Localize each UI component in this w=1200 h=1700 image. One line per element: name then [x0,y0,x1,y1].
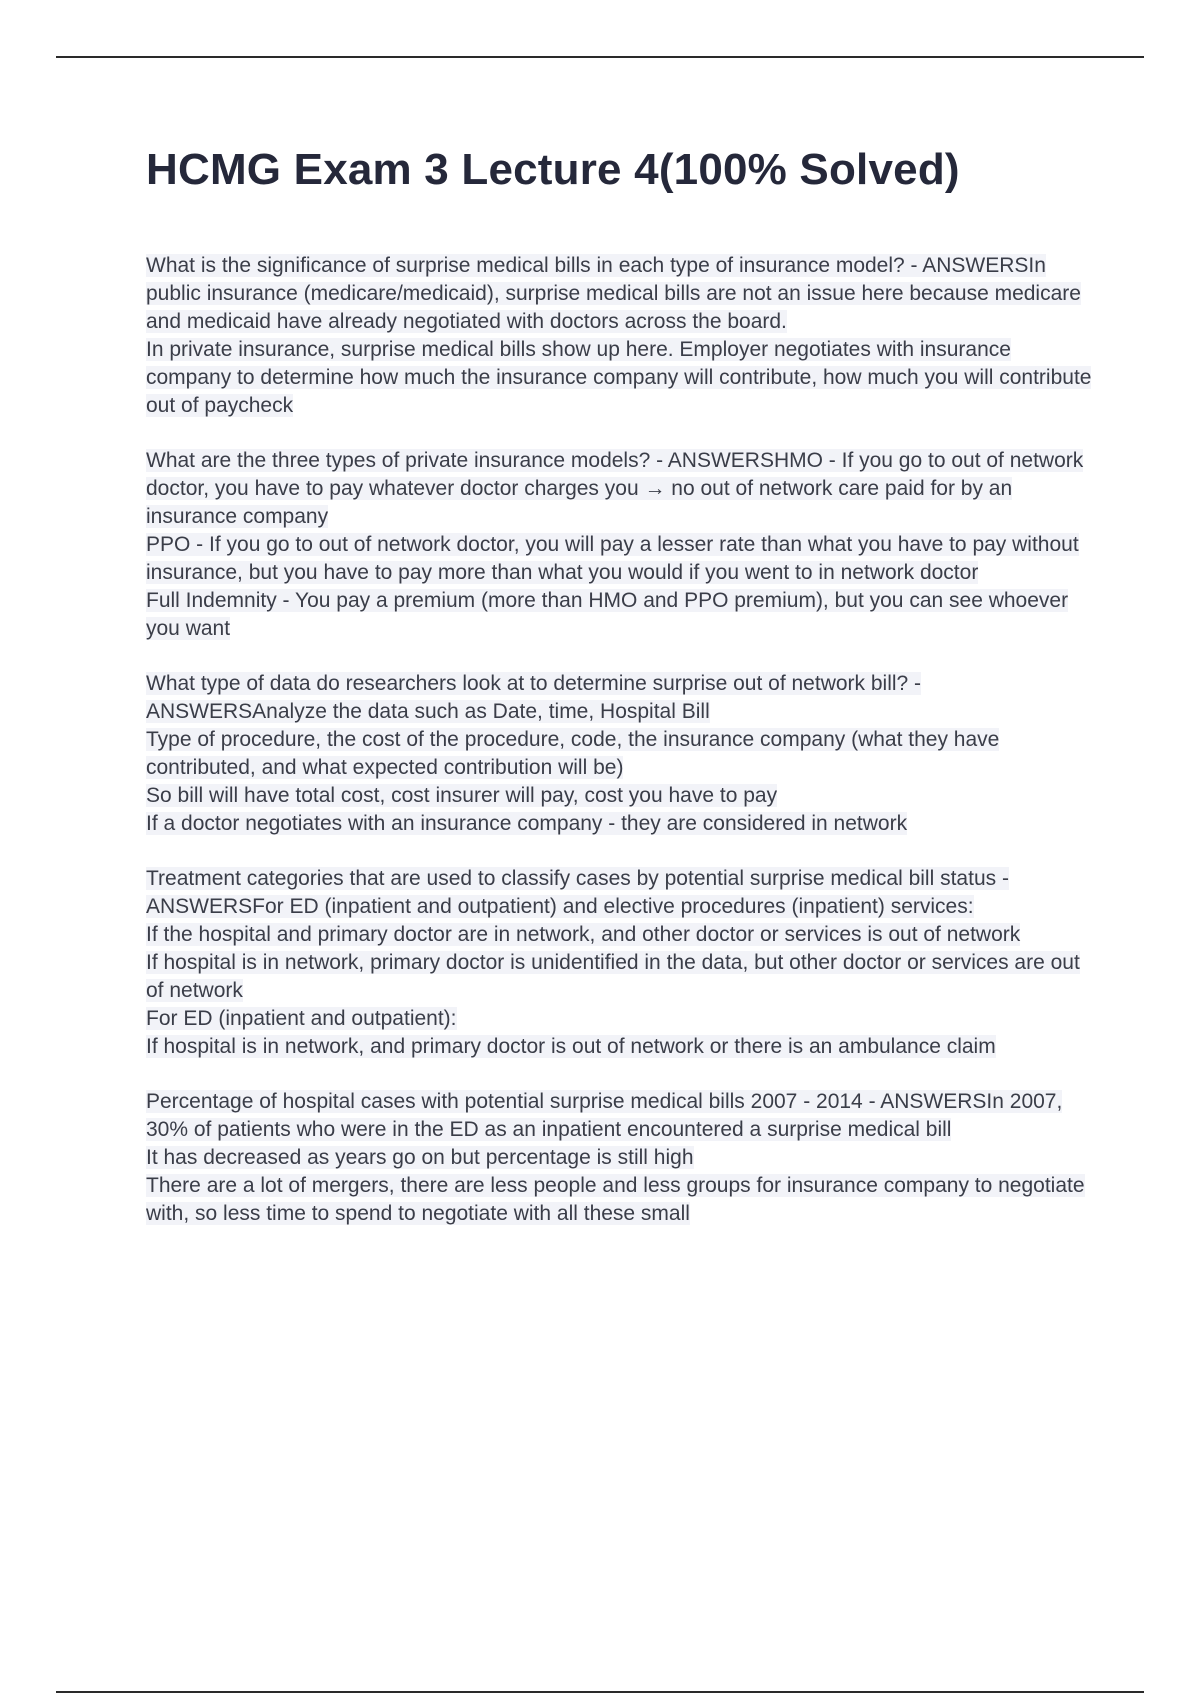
qa-line: If the hospital and primary doctor are in network, and other doctor or services is out of network [146,923,1021,946]
qa-line: Percentage of hospital cases with potential surprise medical bills 2007 - 2014 - ANSWERSIn 2007, 30% of patients who were in the ED as an inpatient encountered a surprise medical bill [146,1090,1063,1141]
qa-line: Treatment categories that are used to classify cases by potential surprise medical bill status - ANSWERSFor ED (inpatient and outpatient) and elective procedures (inpatient) services: [146,867,1009,918]
qa-line: What type of data do researchers look at to determine surprise out of network bill? - ANSWERSAnalyze the data such as Date, time, Hospital Bill [146,672,922,723]
qa-line: If hospital is in network, and primary doctor is out of network or there is an ambulance claim [146,1035,996,1058]
qa-line: What are the three types of private insurance models? - ANSWERSHMO - If you go to out of network doctor, you have to pay whatever doctor charges you → no out of network care paid for by an insurance company [146,449,1084,528]
bottom-rule [56,1691,1144,1693]
qa-line: What is the significance of surprise medical bills in each type of insurance model? - ANSWERSIn public insurance (medicare/medicaid), surprise medical bills are not an issue here because medicare and medicaid have already negotiated with doctors across the board. [146,254,1081,333]
qa-line: For ED (inpatient and outpatient): [146,1007,457,1030]
qa-line: Type of procedure, the cost of the procedure, code, the insurance company (what they have contributed, and what expected contribution will be) [146,728,1000,779]
qa-list [146,252,1096,1228]
qa-line: PPO - If you go to out of network doctor, you will pay a lesser rate than what you have to pay without insurance, but you have to pay more than what you would if you went to in network doctor [146,533,1079,584]
top-rule [56,56,1144,58]
qa-line: There are a lot of mergers, there are less people and less groups for insurance company to negotiate with, so less time to spend to negotiate with all these small [146,1174,1085,1225]
qa-item-surprise-bills-significance [146,252,1096,420]
qa-line: If a doctor negotiates with an insurance company - they are considered in network [146,812,908,835]
document-page [146,140,1096,1255]
qa-line: So bill will have total cost, cost insurer will pay, cost you have to pay [146,784,778,807]
qa-item-percentage-cases [146,1088,1096,1228]
qa-line: If hospital is in network, primary doctor is unidentified in the data, but other doctor or services are out of network [146,951,1080,1002]
qa-line: It has decreased as years go on but percentage is still high [146,1146,694,1169]
qa-item-private-insurance-models [146,447,1096,643]
qa-line: Full Indemnity - You pay a premium (more than HMO and PPO premium), but you can see whoever you want [146,589,1069,640]
document-title: HCMG Exam 3 Lecture 4(100% Solved) [146,145,960,194]
qa-line: In private insurance, surprise medical bills show up here. Employer negotiates with insurance company to determine how much the insurance company will contribute, how much you will contribute out of paycheck [146,338,1092,417]
qa-item-treatment-categories [146,865,1096,1061]
qa-item-research-data [146,670,1096,838]
